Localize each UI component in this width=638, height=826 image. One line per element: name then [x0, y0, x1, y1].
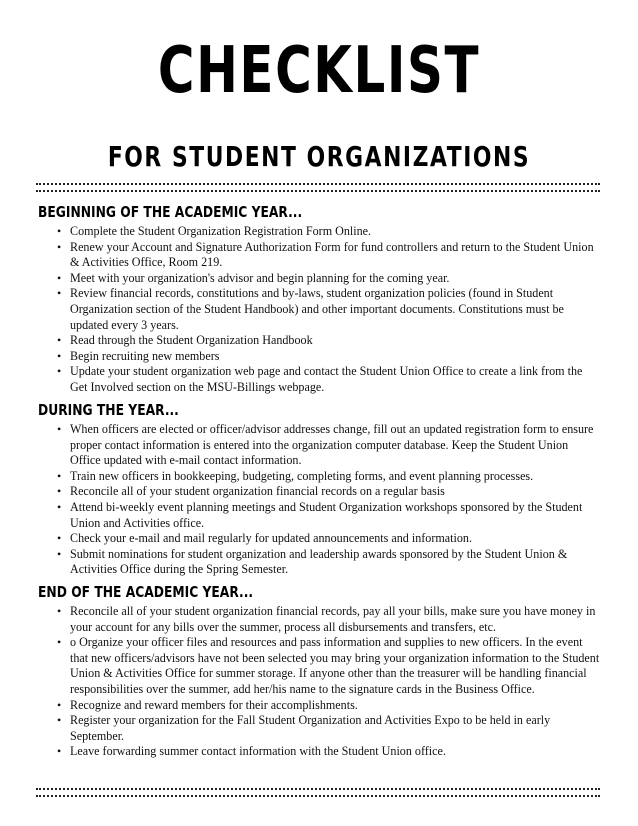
list-item: • Review financial records, constitutions and by-laws, student organization policies (found in Student Organization section of the Student Handbook) and other important documents. Constitutions must be updated every 3 years.: [70, 286, 600, 333]
list-item: • Register your organization for the Fall Student Organization and Activities Expo to be held in early September.: [70, 713, 600, 744]
list-item: • When officers are elected or officer/advisor addresses change, fill out an updated registration form to ensure proper contact information is entered into the organization computer database. Keep the Student Union Office updated with e-mail contact information.: [70, 422, 600, 469]
section-heading: END OF THE ACADEMIC YEAR...: [38, 583, 254, 601]
checklist-items: [38, 224, 600, 396]
top-dotted-divider: [36, 183, 600, 192]
page-title: CHECKLIST: [157, 34, 481, 108]
list-item: • Train new officers in bookkeeping, budgeting, completing forms, and event planning processes.: [70, 469, 600, 485]
section-heading: DURING THE YEAR...: [38, 401, 179, 419]
list-item: • o Organize your officer files and resources and pass information and supplies to new officers. In the event that new officers/advisors have not been selected you may bring your organization information to the Student Union & Activities Office for summer storage. If anyone other than the treasurer will be handling financial responsibilities over the summer, add her/his name to the signature cards in the Business Office.: [70, 635, 600, 697]
list-item: • Recognize and reward members for their accomplishments.: [70, 698, 600, 714]
list-item: • Reconcile all of your student organization financial records, pay all your bills, make sure you have money in your account for any bills over the summer, process all disbursements and transfers, etc.: [70, 604, 600, 635]
list-item: • Begin recruiting new members: [70, 349, 600, 365]
list-item: • Attend bi-weekly event planning meetings and Student Organization workshops sponsored by the Student Union and Activities office.: [70, 500, 600, 531]
page-subtitle: FOR STUDENT ORGANIZATIONS: [107, 140, 531, 173]
section-heading: BEGINNING OF THE ACADEMIC YEAR...: [38, 203, 303, 221]
section-beginning-of-year: [38, 202, 600, 396]
list-item: • Submit nominations for student organization and leadership awards sponsored by the Student Union & Activities Office during the Spring Semester.: [70, 547, 600, 578]
list-item: • Leave forwarding summer contact information with the Student Union office.: [70, 744, 600, 760]
section-during-year: [38, 400, 600, 578]
checklist-items: [38, 422, 600, 578]
list-item: • Read through the Student Organization Handbook: [70, 333, 600, 349]
bottom-dotted-divider: [36, 788, 600, 797]
list-item: • Complete the Student Organization Registration Form Online.: [70, 224, 600, 240]
list-item: • Reconcile all of your student organization financial records on a regular basis: [70, 484, 600, 500]
list-item: • Renew your Account and Signature Authorization Form for fund controllers and return to the Student Union & Activities Office, Room 219.: [70, 240, 600, 271]
list-item: • Check your e-mail and mail regularly for updated announcements and information.: [70, 531, 600, 547]
checklist-items: [38, 604, 600, 760]
section-end-of-year: [38, 582, 600, 760]
list-item: • Meet with your organization's advisor and begin planning for the coming year.: [70, 271, 600, 287]
list-item: • Update your student organization web page and contact the Student Union Office to create a link from the Get Involved section on the MSU-Billings webpage.: [70, 364, 600, 395]
